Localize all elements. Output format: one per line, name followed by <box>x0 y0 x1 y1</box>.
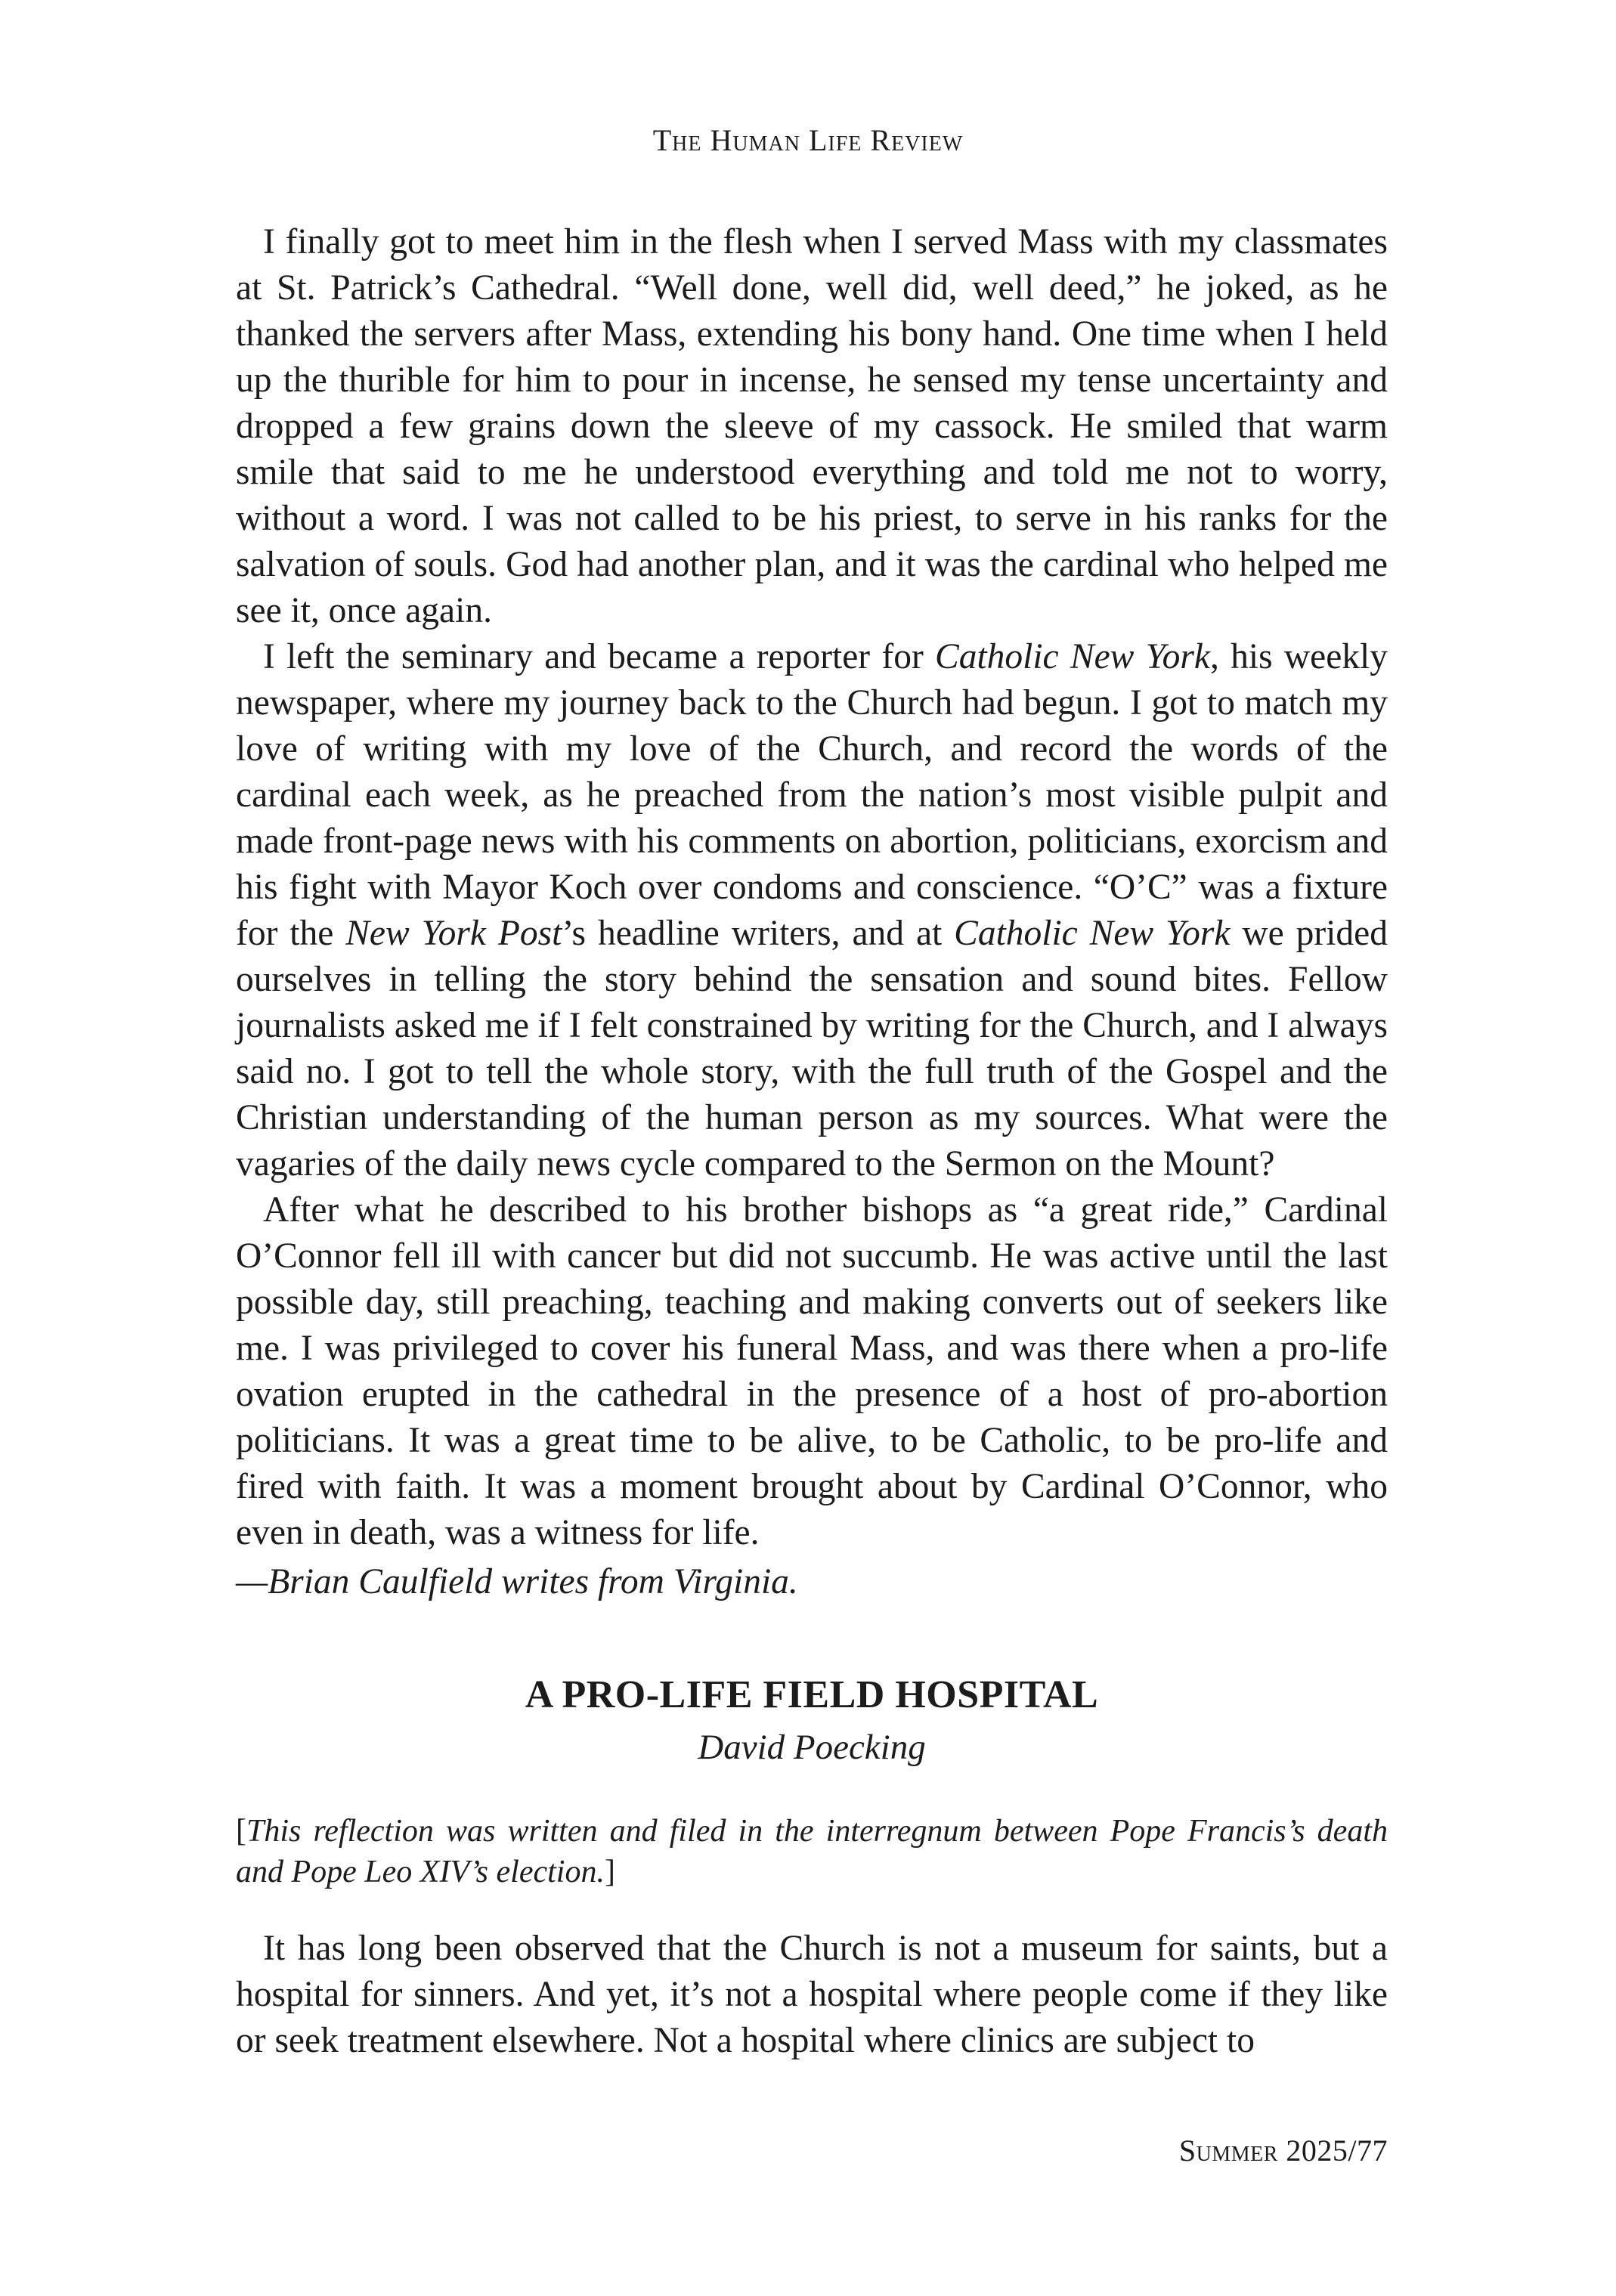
paragraph-text: I left the seminary and became a reporter for <box>263 637 936 676</box>
paragraph-text: we prided ourselves in telling the story behind the sensation and sound bites. Fellow journalists asked me if I felt constrained by writing for the Church, and I always said no. I got to tell the whole story, with the full truth of the Gospel and the Christian understanding of the human person as my sources. What were the vagaries of the daily news cycle compared to the Sermon on the Mount? <box>236 914 1388 1184</box>
author-signature: —Brian Caulfield writes from Virginia. <box>236 1562 798 1601</box>
body-paragraph-2 <box>236 634 1388 1187</box>
body-paragraph-3: After what he described to his brother bishops as “a great ride,” Cardinal O’Connor fell ill with cancer but did not succumb. He was active until the last possible day, still preaching, teaching and making converts out of seekers like me. I was privileged to cover his funeral Mass, and was there when a pro-life ovation erupted in the cathedral in the presence of a host of pro-abortion politicians. It was a great time to be alive, to be Catholic, to be pro-life and fired with faith. It was a moment brought about by Cardinal O’Connor, who even in death, was a witness for life. <box>236 1190 1388 1552</box>
note-bracket-close: ] <box>604 1855 615 1889</box>
article-author: David Poecking <box>698 1728 926 1767</box>
note-bracket-open: [ <box>236 1814 246 1849</box>
publication-title: Catholic New York <box>954 914 1231 953</box>
running-head: The Human Life Review <box>652 123 964 157</box>
paragraph-text: ’s headline writers, and at <box>562 914 955 953</box>
body-paragraph-1: I finally got to meet him in the flesh when I served Mass with my classmates at St. Patrick’s Cathedral. “Well done, well did, well deed,” he joked, as he thanked the servers after Mass, extending his bony hand. One time when I held up the thurible for him to pour in incense, he sensed my tense uncertainty and dropped a few grains down the sleeve of my cassock. He smiled that warm smile that said to me he understood everything and told me not to worry, without a word. I was not called to be his priest, to serve in his ranks for the salvation of souls. God had another plan, and it was the cardinal who helped me see it, once again. <box>236 222 1388 630</box>
page-folio: Summer 2025/77 <box>1178 2134 1388 2168</box>
article-paragraph-1: It has long been observed that the Church is not a museum for saints, but a hospital for sinners. And yet, it’s not a hospital where people come if they like or seek treatment elsewhere. Not a hospital where clinics are subject to <box>236 1929 1388 2060</box>
note-text: This reflection was written and filed in the interregnum between Pope Francis’s death and Pope Leo XIV’s election. <box>236 1814 1388 1889</box>
publication-title: New York Post <box>345 914 562 953</box>
paragraph-text: , his weekly newspaper, where my journey back to the Church had begun. I got to match my love of writing with my love of the Church, and record the words of the cardinal each week, as he preached from the nation’s most visible pulpit and made front-page news with his comments on abortion, politicians, exorcism and his fight with Mayor Koch over condoms and conscience. “O’C” was a fixture for the <box>236 637 1388 953</box>
text-column <box>236 219 1388 2064</box>
editor-note <box>236 1811 1388 1892</box>
publication-title: Catholic New York <box>935 637 1210 676</box>
article-title: A PRO-LIFE FIELD HOSPITAL <box>525 1673 1099 1716</box>
